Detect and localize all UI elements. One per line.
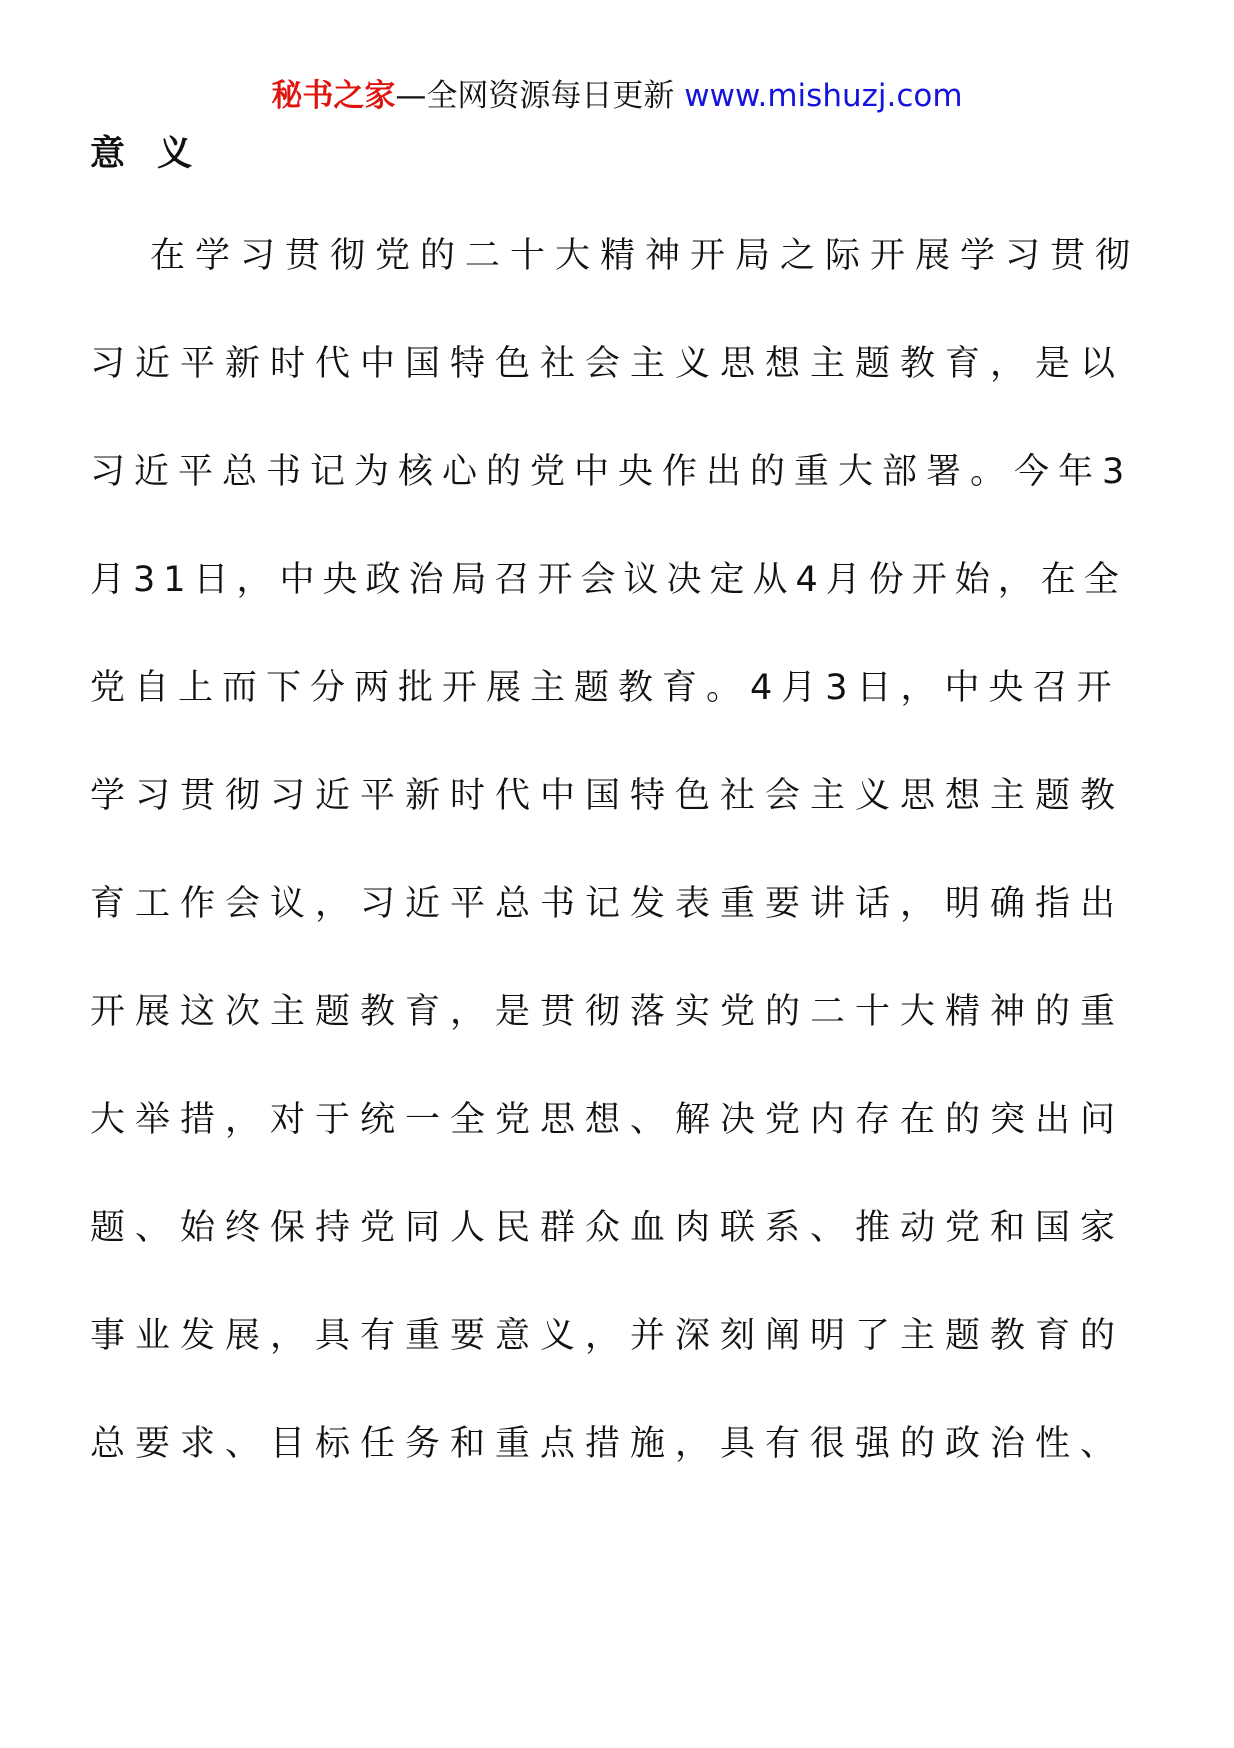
body-line: 题、始终保持党同人民群众血肉联系、推动党和国家 (90, 1208, 1126, 1248)
header-brand: 秘书之家 (271, 78, 396, 114)
header-url-link[interactable]: www.mishuzj.com (684, 78, 963, 114)
header-slogan: —全网资源每日更新 (395, 78, 675, 114)
body-line: 事业发展，具有重要意义，并深刻阐明了主题教育的 (90, 1316, 1126, 1356)
body-line: 月31日，中央政治局召开会议决定从4月份开始，在全 (90, 560, 1127, 600)
body-line: 总要求、目标任务和重点措施，具有很强的政治性、 (90, 1424, 1126, 1464)
body-line: 党自上而下分两批开展主题教育。4月3日，中央召开 (90, 668, 1121, 708)
section-title: 意 义 (90, 134, 203, 174)
body-line: 大举措，对于统一全党思想、解决党内存在的突出问 (90, 1100, 1126, 1140)
body-line: 在学习贯彻党的二十大精神开局之际开展学习贯彻 (150, 236, 1141, 276)
body-line: 习近平总书记为核心的党中央作出的重大部署。今年3 (90, 452, 1134, 492)
body-line: 学习贯彻习近平新时代中国特色社会主义思想主题教 (90, 776, 1126, 816)
body-line: 育工作会议，习近平总书记发表重要讲话，明确指出 (90, 884, 1126, 924)
header-banner (0, 74, 1234, 118)
body-line: 开展这次主题教育，是贯彻落实党的二十大精神的重 (90, 992, 1126, 1032)
body-line: 习近平新时代中国特色社会主义思想主题教育，是以 (90, 344, 1126, 384)
